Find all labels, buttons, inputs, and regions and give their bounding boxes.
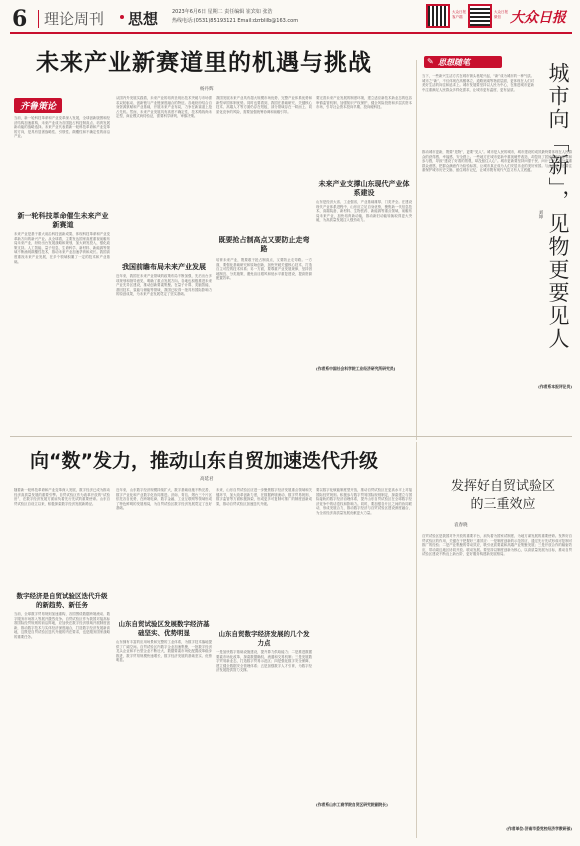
article1-subhead-2: 我国前瞻布局未来产业发展 <box>122 263 206 271</box>
masthead-rule <box>10 32 572 34</box>
article1-column: 未来产业是基于重大前沿科技创新成果、体现科技革命和产业变革新方向的新兴产业。从全球看，主要发达国家高度重视前瞻布局未来产业，纷纷出台发展战略和规划，加大研发投入，强化政策支持。人工智能、量子信息、生命科学、新材料、新能源等领域不断涌现颠覆性技术，推动未来产业加速孕育和成长。我国高度重视未来产业发展，在多个领域积累了一定的技术和产业基础。 <box>14 232 110 264</box>
article3-subhead-3: 山东自贸数字经济发展的几个发力点 <box>218 630 310 647</box>
article1-column: 从国内外发展实践看，未来产业的培育呈现出技术突破与市场需求双轮驱动、创新链与产业链深度融合的特征。各地纷纷结合自身资源禀赋和产业基础，开展未来产业布局，力争在新赛道上抢占先机。然而，未来产业发展具有高度不确定性，技术路线尚未定型，商业模式尚待验证，需要科学研判、审慎决策。 <box>116 96 212 119</box>
article1-title: 未来产业新赛道里的机遇与挑战 <box>36 50 372 76</box>
article1-column: 近年来，我国在未来产业领域的政策布局不断加强，先后出台多项规划和指导意见，明确了重点发展方向。各地也积极推进未来产业先导区建设，推动创新要素集聚。在量子计算、类脑智能、基因技术、氢能与储能等领域，我国已取得一批具有国际影响力的原创成果，为未来产业发展奠定了坚实基础。 <box>116 274 212 297</box>
contact-line: 热线电话:(0531)85193121 Email:dzrblilb@163.com <box>172 18 299 24</box>
article3-column: 当前，全球数字贸易规则加速重构，各国围绕数据跨境流动、数字服务市场准入等展开激烈竞争。自贸试验区作为我国对接高标准国际经贸规则的前沿阵地，应加快在数字经济领域开展制度创新，推动数字技术与实体经济深度融合，打造数字经济发展新高地，这既是自贸试验区迭代升级的内在要求，也是服务国家战略的重要任务。 <box>14 612 110 639</box>
article4-author: 袁春晓 <box>454 523 468 528</box>
article1-column: 当前，新一轮科技革命和产业变革深入发展，全球创新版图和经济结构加速重构，未来产业成为各国抢占科技制高点、培育发展新动能的战略选择。未来产业代表着新一轮科技革命和产业变革的方向，是具有显著战略性、引领性、颠覆性和不确定性的前沿产业。 <box>14 116 110 139</box>
section-dot <box>120 15 124 19</box>
subsection-name: 思想 <box>128 10 159 28</box>
article3-author: 高延君 <box>200 477 214 482</box>
column-divider <box>416 60 417 440</box>
page-number: 6 <box>12 6 28 32</box>
article3-subhead-2: 山东自贸试验区发展数字经济基础坚实、优势明显 <box>118 620 210 637</box>
article4-column: 自贸试验区是我国对外开放的重要平台，肩负着为国家试制度、为地方谋发展的重要使命。发挥好自贸试验区的作用，关键在于把握好三重效应：一是制度创新的示范效应，通过先行先试形成可复制可推广的经验；二是产业集聚的带动效应，吸引优质要素和高端产业集聚发展；三是开放合作的辐射效应，带动周边地区协同开放、联动发展。要坚持以制度创新为核心，以高质量发展为目标，推动自贸试验区建设不断迈上新台阶，更好服务构建新发展格局。 <box>422 534 572 557</box>
article1-author: 杨丹辉 <box>200 87 214 92</box>
article2-column: 推动城市更新，既要“见物”，更要“见人”。城市是人民的城市，城市建设的成效最终要体现在人民群众的获得感、幸福感、安全感上。一些地方在城市更新中重视硬件改造，却忽视了居民的实际需求和参与感，导致“建设了好看的景观，却没留住人心”。城市更新要坚持问需于民、问计于民，充分尊重群众意愿，把群众满意作为检验标准，让城市真正成为人们安居乐业的美好家园。与此同时，还要注重保护城市历史文脉，留住城市记忆，让城市既有现代气息又有人文底蕴。 <box>422 150 572 173</box>
article3-column: 未来，山东自贸试验区应进一步聚焦数字经济发展重点领域和关键环节，加大改革创新力度，在数据跨境流动、数字贸易规则、数字监管等方面积极探索，形成更多可复制可推广的制度创新成果，推动自贸试验区加速迭代升级。 <box>216 488 312 506</box>
article1-subhead-3: 既要抢占制高点又要防止走弯路 <box>218 236 310 253</box>
qr-caption-2: 大众日报 微信 <box>494 10 508 19</box>
article3-subhead-1: 数字经济是自贸试验区迭代升级的新趋势、新任务 <box>16 592 108 609</box>
article1-author-note: (作者系中国社会科学院工业经济研究所研究员) <box>316 366 396 371</box>
qr-caption-1: 大众日报 客户端 <box>452 10 466 19</box>
date-line: 2023年6月6日 星期二 责任编辑 崔宾如 张浩 <box>172 9 273 15</box>
article2-author: 刘坤 <box>538 210 543 219</box>
article2-author-note: (作者系本报评论员) <box>538 384 572 389</box>
article4-title: 发挥好自贸试验区的三重效应 <box>450 479 555 512</box>
article3-column: 要以数字化赋能制度型开放，推动自贸试验区在更高水平上对接国际经贸规则。积极参与数字贸易国际规则制定，探索建立与国际接轨的数字经济治理体系，提升山东自贸试验区在全球数字经济竞争中的话语权和影响力。同时，要加强各片区之间的协同联动，形成发展合力，推动数字经济与自贸试验区建设深度融合，为全省经济高质量发展贡献更大力量。 <box>316 488 412 515</box>
article3-column: 一是加快数字基础设施建设，提升算力供给能力；二是推进数据要素市场化改革，探索数据确权、流通和交易机制；三是发展数字贸易新业态，打造数字贸易示范区；四是强化数字安全保障，建立健全数据安全管理体系；五是加强数字人才引育，为数字经济发展提供智力支撑。 <box>216 650 312 673</box>
article2-badge <box>424 56 502 68</box>
badge-label: 齐鲁策论 <box>14 98 62 113</box>
masthead <box>0 0 580 46</box>
article2-column: 当下，一些新兴生活方式在城市街头巷尾兴起，“新”成为城市的一种气质。城市之“新”，不仅体现在高楼林立、道路宽阔等物质层面，更体现在人们对美好生活的向往和追求上。城市发展要坚持以人民为中心，在推进城市更新中注重满足人民群众多样化需求，让城市更有温度、更有品质。 <box>422 74 534 92</box>
newspaper-logo: 大众日报 <box>510 10 566 26</box>
article1-column: 我国发展未来产业具有超大规模市场优势、完整产业体系优势和新型举国体制优势。同时也要看到，我国在基础研究、关键核心技术、高端人才等方面仍存在短板，部分领域存在一哄而上、同质化竞争的风险，需要加强统筹协调和前瞻引导。 <box>216 96 312 114</box>
article3-column: 随着新一轮科技革命和产业变革深入发展，数字经济已成为推动经济高质量发展的重要引擎。自贸试验区作为改革开放的“试验田”，在数字经济发展方面肩负着先行先试的重要使命。山东自贸试验区自设立以来，积极探索数字经济发展新路径。 <box>14 488 110 506</box>
header-rule-vertical <box>38 10 39 28</box>
article1-subhead-1: 新一轮科技革命催生未来产业新赛道 <box>17 212 109 229</box>
article1-column: 山东是经济大省、工业强省，产业基础雄厚、门类齐全。在建设现代产业体系进程中，山东应立足自身优势，聚焦新一代信息技术、高端装备、新材料、生物医药、新能源等重点领域，前瞻布局未来产业，加快培育新动能，推动新旧动能转换取得更大突破，为高质量发展注入强劲动力。 <box>316 200 412 223</box>
article4-author-note: (作者单位:济南市委党校经济学教研部) <box>506 826 572 831</box>
article1-column: 培育未来产业，既要敢于抢占制高点，又要防止走弯路。一方面，要强化基础研究和原始创新，加快突破关键核心技术，打造自主可控的技术体系；另一方面，要尊重产业发展规律，坚持因地制宜、分类施策，避免盲目跟风和低水平重复建设，提高资源配置效率。 <box>216 258 312 281</box>
section-rule <box>10 436 572 437</box>
article3-column: 近年来，山东数字经济规模持续扩大，数字基础设施不断完善，数字产业化和产业数字化协同推进。济南、青岛、烟台三个片区依托各自优势，在跨境电商、数字金融、工业互联网等领域形成了特色鲜明的发展格局，为自贸试验区数字经济发展奠定了良好基础。 <box>116 488 212 511</box>
qr-code-icon <box>426 4 450 28</box>
article2-badge-label: 思想随笔 <box>438 58 470 67</box>
pen-icon: ✎ <box>427 57 434 66</box>
article3-author-note: (作者系山东工商学院自贸区研究院副院长) <box>316 802 388 807</box>
sidebar-badge <box>14 98 110 112</box>
article1-subhead-4: 未来产业支撑山东现代产业体系建设 <box>318 180 410 197</box>
article3-title: 向“数”发力，推动山东自贸加速迭代升级 <box>30 450 378 472</box>
article3-column: 山东拥有丰富的应用场景和完整的工业体系，为数字技术落地提供了广阔空间。自贸试验区内数字企业加速集聚，一批数字经济龙头企业和平台型企业不断壮大，数据要素市场化配置改革稳步推进，数字贸易规模快速增长，数字经济发展的基础坚实、优势明显。 <box>116 640 212 663</box>
qr-code-icon <box>468 4 492 28</box>
column-divider <box>416 442 417 838</box>
article1-column: 要完善未来产业发展的制度环境，建立适应新技术新业态的包容审慎监管机制，加强知识产权保护，健全风险投资和多层次资本市场，引导社会资本投向早期、投向硬科技。 <box>316 96 412 110</box>
article2-title: 城市向「新」，见物更要见人 <box>546 62 570 351</box>
section-name: 理论周刊 <box>44 10 105 28</box>
